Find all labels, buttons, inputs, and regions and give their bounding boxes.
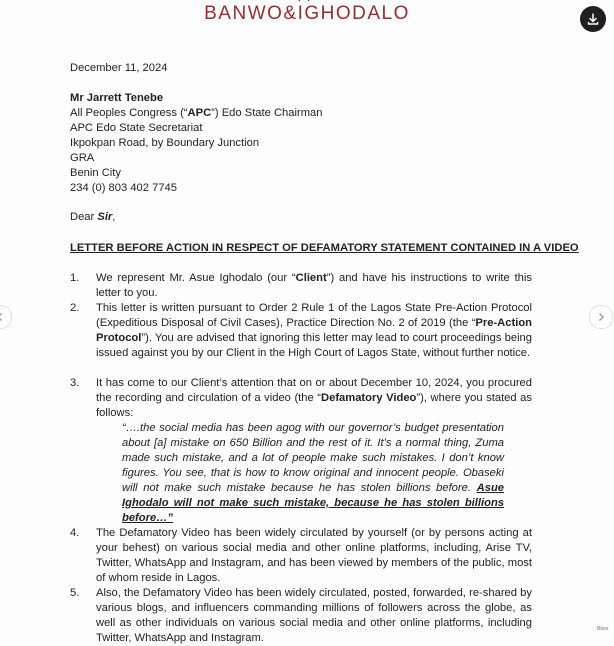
paragraph-3: 3. It has come to our Client’s attention that on or about December 10, 2024, you procured the recording and circulation of a video (the “Defamatory Video”), where you stated as follows: — [70, 377, 532, 419]
recipient-line-6: 234 (0) 803 402 7745 — [70, 182, 177, 194]
paragraph-5: 5. Also, the Defamatory Video has been widely circulated, posted, forwarded, re-shared by various blogs, and influencers commanding millions of followers across the globe, as well as other individuals on various social media and other online platforms, including Twitter, WhatsApp and Instagram. — [70, 587, 532, 644]
chevron-left-icon — [0, 312, 5, 322]
letter-subject: LETTER BEFORE ACTION IN RESPECT OF DEFAMATORY STATEMENT CONTAINED IN A VIDEO — [70, 242, 579, 254]
download-icon — [586, 12, 600, 26]
download-button[interactable] — [580, 6, 606, 32]
recipient-line-4: GRA — [70, 152, 95, 164]
next-image-button[interactable] — [589, 305, 613, 329]
recipient-line-2: APC Edo State Secretariat — [70, 122, 203, 134]
recipient-address — [70, 91, 322, 196]
recipient-line-3: Ikpokpan Road, by Boundary Junction — [70, 137, 260, 149]
defamatory-quote: “….the social media has been agog with our governor’s budget presentation about [a] mistake on 650 Billion and the rest of it. It’s a normal thing, Zuma made such mistake, and a lot of people make such mistakes. I don’t know figures. You see, that is how to know original and innocent people. Obaseki will not make such mistake because he has stolen billions before. Asue Ighodalo will not make such mistake, because he has stolen billions before…” — [122, 422, 504, 524]
previous-image-button[interactable] — [0, 305, 12, 329]
paragraph-4: 4. The Defamatory Video has been widely circulated by yourself (or by persons acting at your behest) on various social media and other online platforms, including, Arise TV, Twitter, WhatsApp and Instagram, and has been viewed by members of the public, most of whom reside in Lagos. — [70, 527, 532, 584]
paragraph-1: 1. We represent Mr. Asue Ighodalo (our “Client”) and have his instructions to write this letter to you. — [70, 272, 532, 299]
recipient-line-5: Benin City — [70, 167, 121, 179]
chevron-right-icon — [596, 312, 606, 322]
watermark: Bloor — [597, 626, 609, 632]
firm-logo: BANWO&IGHODALO — [204, 3, 410, 24]
paragraph-2: 2. This letter is written pursuant to Order 2 Rule 1 of the Lagos State Pre-Action Protocol (Expeditious Disposal of Civil Cases), Practice Direction No. 2 of 2019 (the “Pre-Action Protocol”). You are advised that ignoring this letter may lead to court proceedings being issued against you by our Client in the High Court of Lagos State, without further notice. — [70, 302, 532, 359]
letter-date: December 11, 2024 — [70, 62, 168, 74]
logo-mark-icon — [297, 0, 311, 2]
salutation: Dear Sir, — [70, 211, 116, 223]
recipient-name: Mr Jarrett Tenebe — [70, 92, 164, 104]
recipient-line-1: All Peoples Congress (“APC”) Edo State Chairman — [70, 107, 323, 119]
